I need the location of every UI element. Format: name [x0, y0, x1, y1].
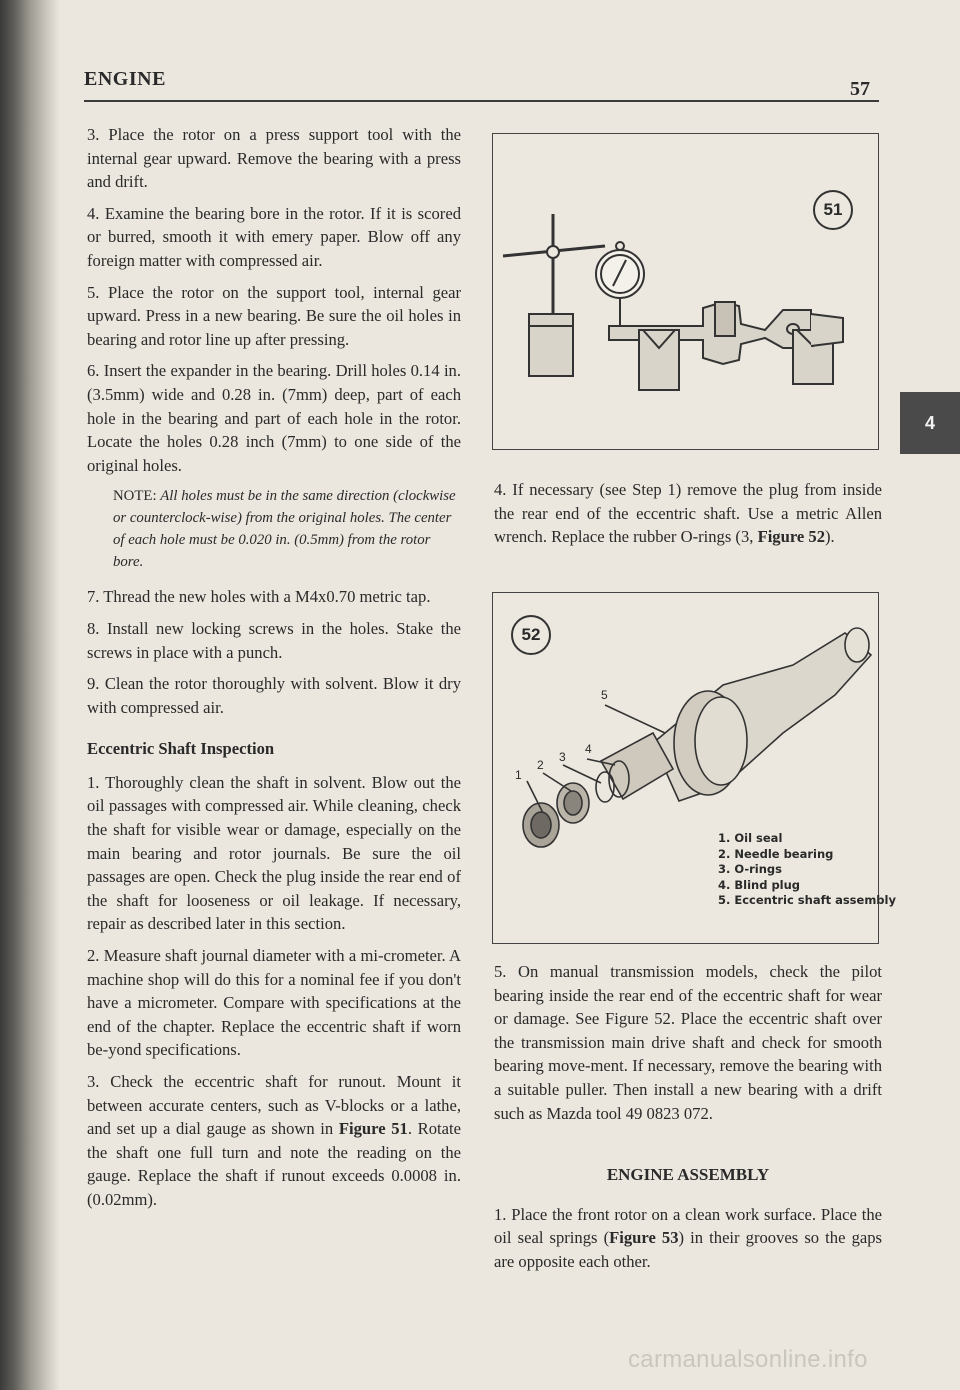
step-6-paragraph: 6. Insert the expander in the bearing. Drill holes 0.14 in. (3.5mm) wide and 0.28 in. (7mm) deep, part of each hole in the bearing and part of each hole in the rotor. Locate the holes 0.28 inch (7mm) to one side of the original holes. [87, 361, 461, 475]
figure-52 [492, 592, 896, 944]
chapter-tab: 4 [900, 392, 960, 454]
figure-51-reference: Figure 51 [338, 1119, 408, 1139]
step-4-paragraph: 4. Examine the bearing bore in the rotor. If it is scored or burred, smooth it with emery paper. Blow off any foreign matter with compressed air. [87, 203, 461, 270]
assembly-step-1-text-b: ) in their grooves so the gaps are opposite each other. [494, 1228, 882, 1271]
dial-gauge-illustration [493, 134, 878, 449]
callout-3: 3 [559, 750, 566, 764]
figure-52-legend [718, 831, 896, 909]
pilot-bearing-step-5: 5. On manual transmission models, check the pilot bearing inside the rear end of the eccentric shaft for wear or damage. See Figure 52. Place the eccentric shaft over the transmission main drive shaft and check for smooth bearing move-ment. If necessary, remove the bearing with a suitable puller. Then install a new bearing with a drift such as Mazda tool 49 0823 072. [494, 962, 882, 1123]
step-9-paragraph: 9. Clean the rotor thoroughly with solvent. Blow it dry with compressed air. [87, 674, 461, 717]
v-block-left [639, 330, 679, 390]
legend-item: 5. Eccentric shaft assembly [718, 893, 896, 907]
step-5-paragraph: 5. Place the rotor on the support tool, internal gear upward. Press in a new bearing. Be sure the oil holes in bearing and rotor line up after pressing. [87, 282, 461, 349]
step-7-paragraph: 7. Thread the new holes with a M4x0.70 metric tap. [87, 587, 431, 607]
right-column [494, 478, 882, 557]
assembly-step-1 [494, 1203, 882, 1274]
note-text: All holes must be in the same direction (clockwise or counterclock-wise) from the original holes. The center of each hole must be 0.020 in. (0.5mm) from the rotor bore. [113, 488, 456, 571]
legend-item: 1. Oil seal [718, 831, 783, 845]
removal-step-4-text-a: 4. If necessary (see Step 1) remove the plug from inside the rear end of the eccentric shaft. Use a metric Allen wrench. Replace the rubber O-rings (3, [494, 480, 882, 547]
section-title-engine-assembly: ENGINE ASSEMBLY [606, 1165, 770, 1185]
left-column [87, 123, 461, 1220]
figure-53-reference: Figure 53 [609, 1228, 679, 1248]
legend-item: 4. Blind plug [718, 877, 801, 892]
header-rule [84, 100, 879, 102]
step-8-paragraph: 8. Install new locking screws in the holes. Stake the screws in place with a punch. [87, 618, 461, 662]
right-column-lower [494, 960, 882, 1282]
inspection-step-3-text-a: 3. Check the eccentric shaft for runout. Mount it between accurate centers, such as V-blocks or a lathe, and set up a dial gauge as shown in [87, 1072, 461, 1139]
legend-item: 3. O-rings [718, 862, 783, 876]
subsection-heading: Eccentric Shaft Inspection [87, 739, 275, 759]
inspection-step-2: 2. Measure shaft journal diameter with a mi-crometer. A machine shop will do this for a nominal fee if you don't have a micrometer. Compare with specifications at the end of the chapter. Replace the eccentric shaft if worn be-yond specifications. [87, 946, 461, 1060]
note-block [113, 485, 461, 573]
step-3-paragraph: 3. Place the rotor on a press support tool with the internal gear upward. Remove the bearing with a press and drift. [87, 125, 461, 192]
figure-51-number: 51 [813, 190, 853, 230]
removal-step-4 [494, 478, 882, 549]
legend-item: 2. Needle bearing [718, 846, 834, 861]
assembly-step-1-text-a: 1. Place the front rotor on a clean work surface. Place the oil seal springs ( [494, 1204, 882, 1248]
callout-4: 4 [585, 742, 592, 756]
inspection-step-1: 1. Thoroughly clean the shaft in solvent. Blow out the oil passages with compressed air. While cleaning, check the shaft for visible wear or damage, especially on the main bearing and rotor journals. Be sure the oil passages are open. Check the plug inside the rear end of the shaft for looseness or oil leakage. If necessary, repair as described later in this section. [87, 772, 461, 934]
figure-52-reference: Figure 52 [757, 527, 826, 547]
figure-51 [492, 133, 879, 450]
magnetic-base [529, 314, 573, 376]
callout-1: 1 [515, 768, 522, 782]
removal-step-4-text-b: ). [825, 527, 835, 547]
inspection-step-3 [87, 1070, 461, 1212]
figure-52-number: 52 [511, 615, 551, 655]
callout-5: 5 [601, 688, 608, 702]
section-header: ENGINE [84, 68, 166, 90]
inspection-step-3-text-b: . Rotate the shaft one full turn and note the reading on the gauge. Replace the shaft if runout exceeds 0.0008 in. (0.02mm). [87, 1119, 461, 1209]
note-label: NOTE: [113, 488, 161, 505]
callout-2: 2 [537, 758, 544, 772]
page-number: 57 [850, 78, 870, 100]
watermark: carmanualsonline.info [628, 1346, 868, 1373]
